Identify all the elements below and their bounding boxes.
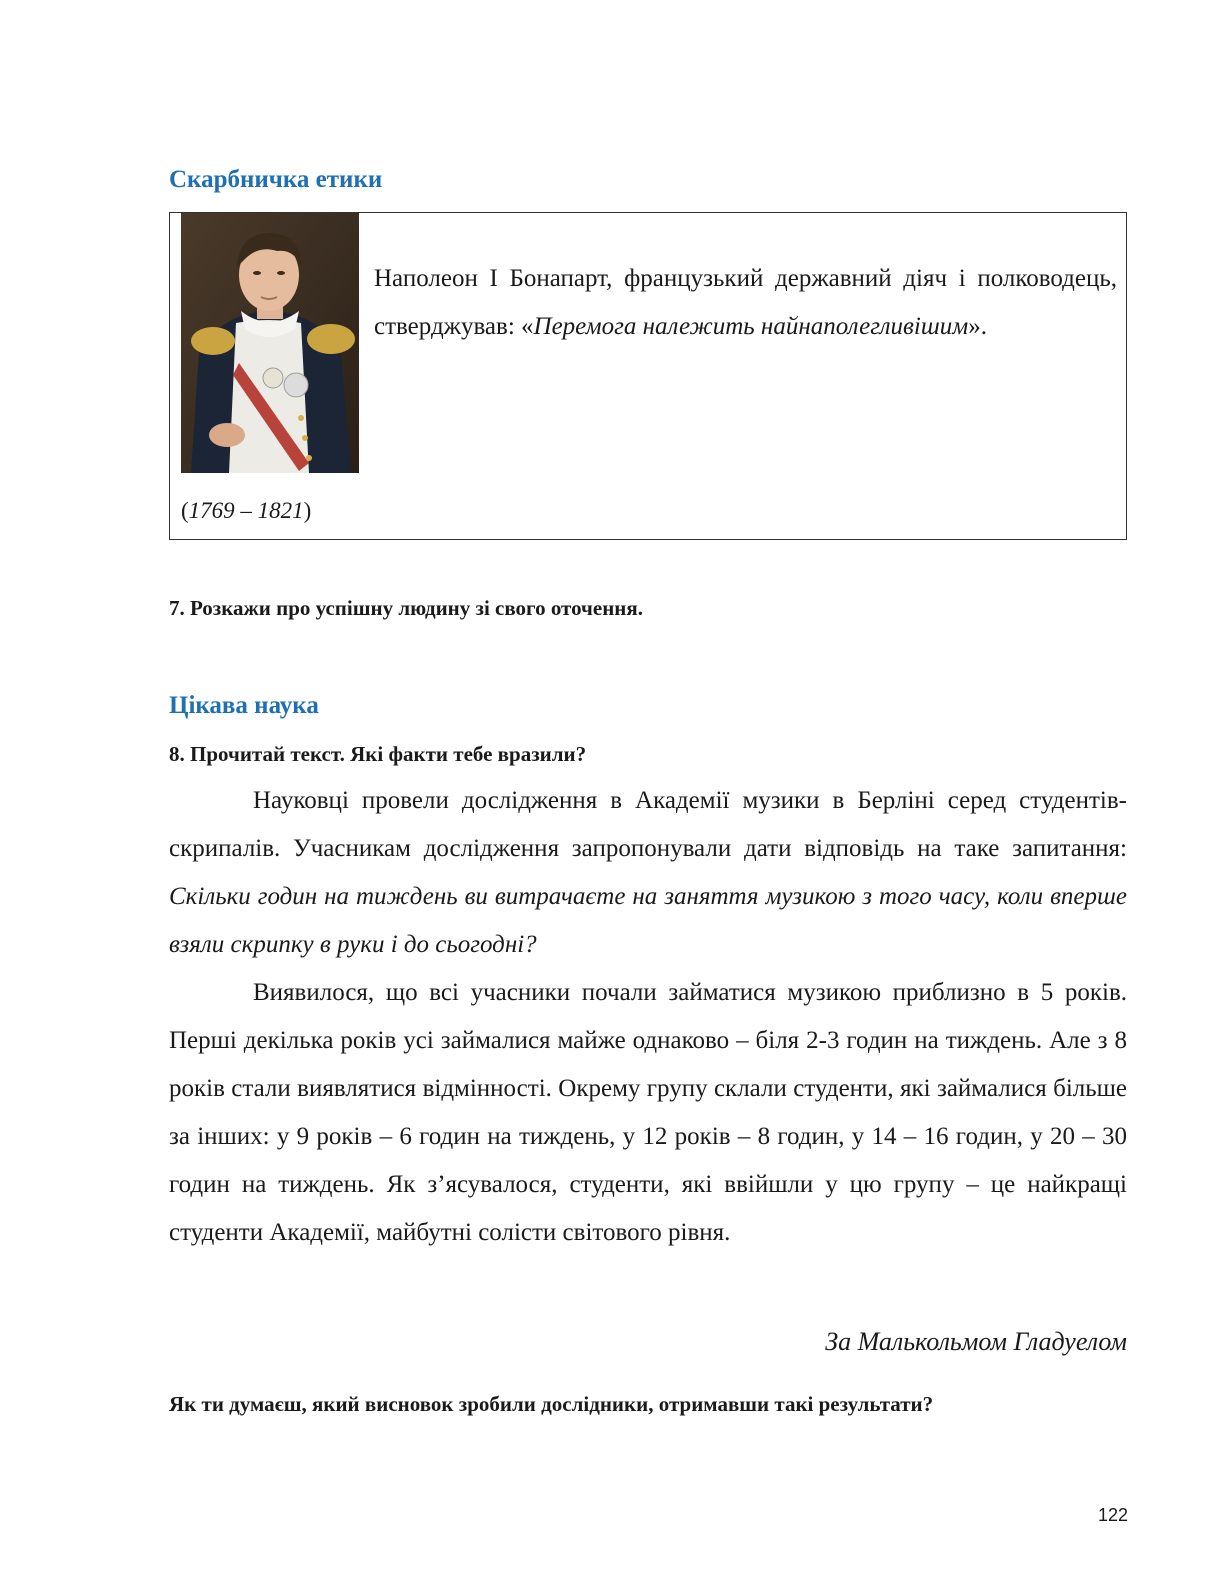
paragraph-2 <box>169 969 1127 1257</box>
reflection-question: Як ти думаєш, який висновок зробили дослідники, отримавши такі результати? <box>169 1392 934 1416</box>
dates-text: 1769 – 1821 <box>188 498 304 523</box>
lifespan-dates <box>181 497 311 525</box>
task-7: 7. Розкажи про успішну людину зі свого оточення. <box>169 596 644 620</box>
section-title-ethics: Скарбничка етики <box>169 166 383 193</box>
page-number: 122 <box>1097 1505 1128 1525</box>
quote-intro: Наполеон І Бонапарт, французький державний діяч і полководець, стверджував: « <box>374 265 1117 340</box>
source-attribution: За Малькольмом Гладуелом <box>825 1327 1127 1356</box>
paragraph-1-question: Скільки годин на тиждень ви витрачаєте на заняття музикою з того часу, коли вперше взяли скрипку в руки і до сьогодні? <box>169 883 1127 958</box>
paragraph-1 <box>169 777 1127 969</box>
paragraph-1-plain: Науковці провели дослідження в Академії музики в Берліні серед студентів-скрипалів. Учасникам дослідження запропонували дати відповідь на таке запитання: <box>169 787 1127 862</box>
napoleon-portrait <box>181 213 359 473</box>
dates-close-paren: ) <box>303 498 312 523</box>
napoleon-quote <box>374 255 1117 351</box>
paragraph-2-text: Виявилося, що всі учасники почали займатися музикою приблизно в 5 років. Перші декілька років усі займалися майже однаково – біля 2-3 годин на тиждень. Але з 8 років стали виявлятися відмінності. Окрему групу склали студенти, які займалися більше за інших: у 9 років – 6 годин на тиждень, у 12 років – 8 годин, у 14 – 16 годин, у 20 – 30 годин на тиждень. Як з’ясувалося, студенти, які ввійшли у цю групу – це найкращі студенти Академії, майбутні солісти світового рівня. <box>169 979 1127 1246</box>
ethics-quote-box <box>169 212 1127 540</box>
section-title-science: Цікава наука <box>169 692 319 719</box>
task-8: 8. Прочитай текст. Які факти тебе вразили? <box>169 742 587 766</box>
quote-end: ». <box>968 313 987 340</box>
quote-italic: Перемога належить найнаполегливішим <box>533 313 969 340</box>
dates-open-paren: ( <box>181 498 189 523</box>
